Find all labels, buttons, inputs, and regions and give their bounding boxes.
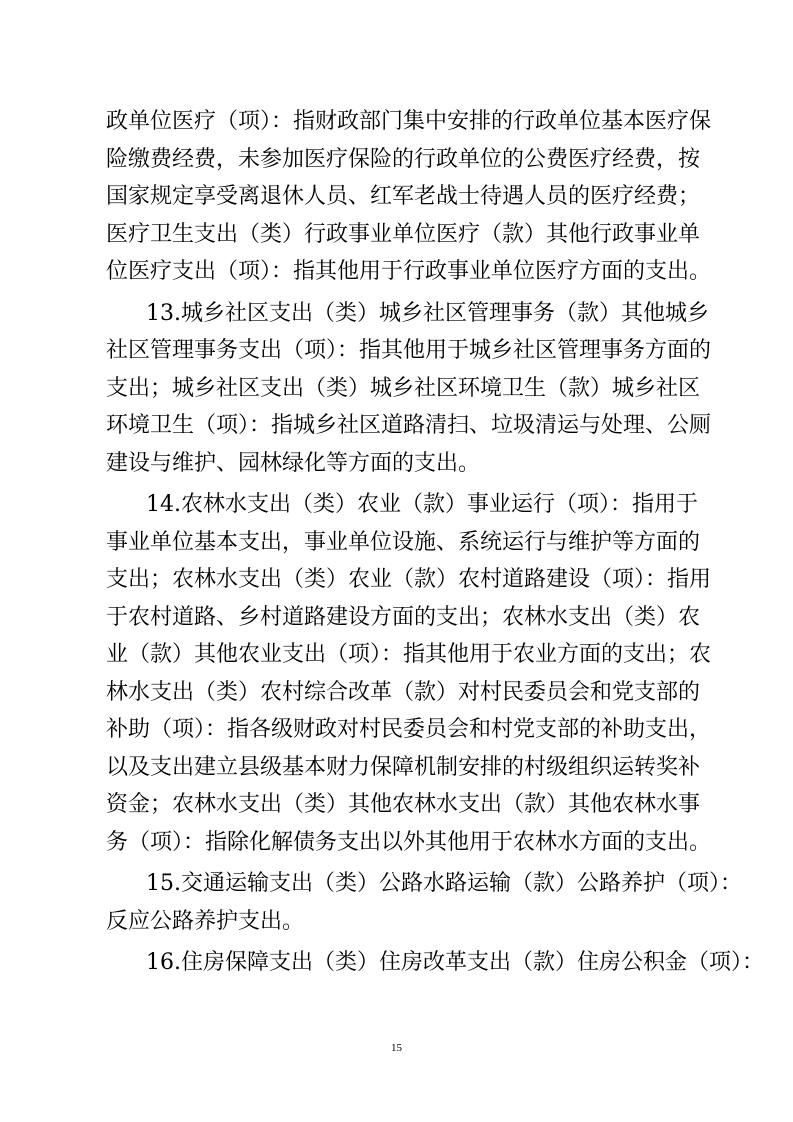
text-line: 于农村道路、乡村道路建设方面的支出；农林水支出（类）农 bbox=[106, 604, 701, 630]
text-line: 14.农林水支出（类）农业（款）事业运行（项）：指用于 bbox=[146, 492, 698, 517]
text-line: 事业单位基本支出，事业单位设施、系统运行与维护等方面的 bbox=[106, 529, 701, 555]
text-line: 业（款）其他农业支出（项）：指其他用于农业方面的支出；农 bbox=[106, 642, 712, 667]
text-line: 环境卫生（项）：指城乡社区道路清扫、垃圾清运与处理、公厕 bbox=[106, 413, 712, 438]
text-line: 资金；农林水支出（类）其他农林水支出（款）其他农林水事 bbox=[106, 792, 701, 817]
text-line: 15.交通运输支出（类）公路水路运输（款）公路养护（项）： bbox=[146, 871, 742, 896]
text-line: 建设与维护、园林绿化等方面的支出。 bbox=[106, 450, 481, 476]
text-line: 支出；城乡社区支出（类）城乡社区环境卫生（款）城乡社区 bbox=[106, 375, 701, 401]
text-line: 社区管理事务支出（项）：指其他用于城乡社区管理事务方面的 bbox=[106, 338, 712, 363]
text-line: 林水支出（类）农村综合改革（款）对村民委员会和党支部的 bbox=[106, 679, 701, 705]
text-line: 以及支出建立县级基本财力保障机制安排的村级组织运转奖补 bbox=[106, 754, 701, 780]
text-line: 补助（项）：指各级财政对村民委员会和村党支部的补助支出， bbox=[106, 717, 712, 742]
text-line: 险缴费经费，未参加医疗保险的行政单位的公费医疗经费，按 bbox=[106, 146, 701, 172]
text-line: 位医疗支出（项）：指其他用于行政事业单位医疗方面的支出。 bbox=[106, 259, 712, 284]
page-number: 15 bbox=[391, 1042, 402, 1054]
text-line: 政单位医疗（项）：指财政部门集中安排的行政单位基本医疗保 bbox=[106, 109, 712, 134]
text-line: 医疗卫生支出（类）行政事业单位医疗（款）其他行政事业单 bbox=[106, 221, 701, 247]
text-line: 13.城乡社区支出（类）城乡社区管理事务（款）其他城乡 bbox=[146, 300, 709, 326]
body-text bbox=[106, 103, 764, 982]
text-line: 16.住房保障支出（类）住房改革支出（款）住房公积金（项）： bbox=[146, 950, 764, 975]
text-line: 支出；农林水支出（类）农业（款）农村道路建设（项）：指用 bbox=[106, 567, 712, 592]
text-line: 国家规定享受离退休人员、红军老战士待遇人员的医疗经费； bbox=[106, 184, 701, 209]
text-line: 务（项）：指除化解债务支出以外其他用于农林水方面的支出。 bbox=[106, 829, 712, 855]
text-line: 反应公路养护支出。 bbox=[106, 908, 305, 934]
